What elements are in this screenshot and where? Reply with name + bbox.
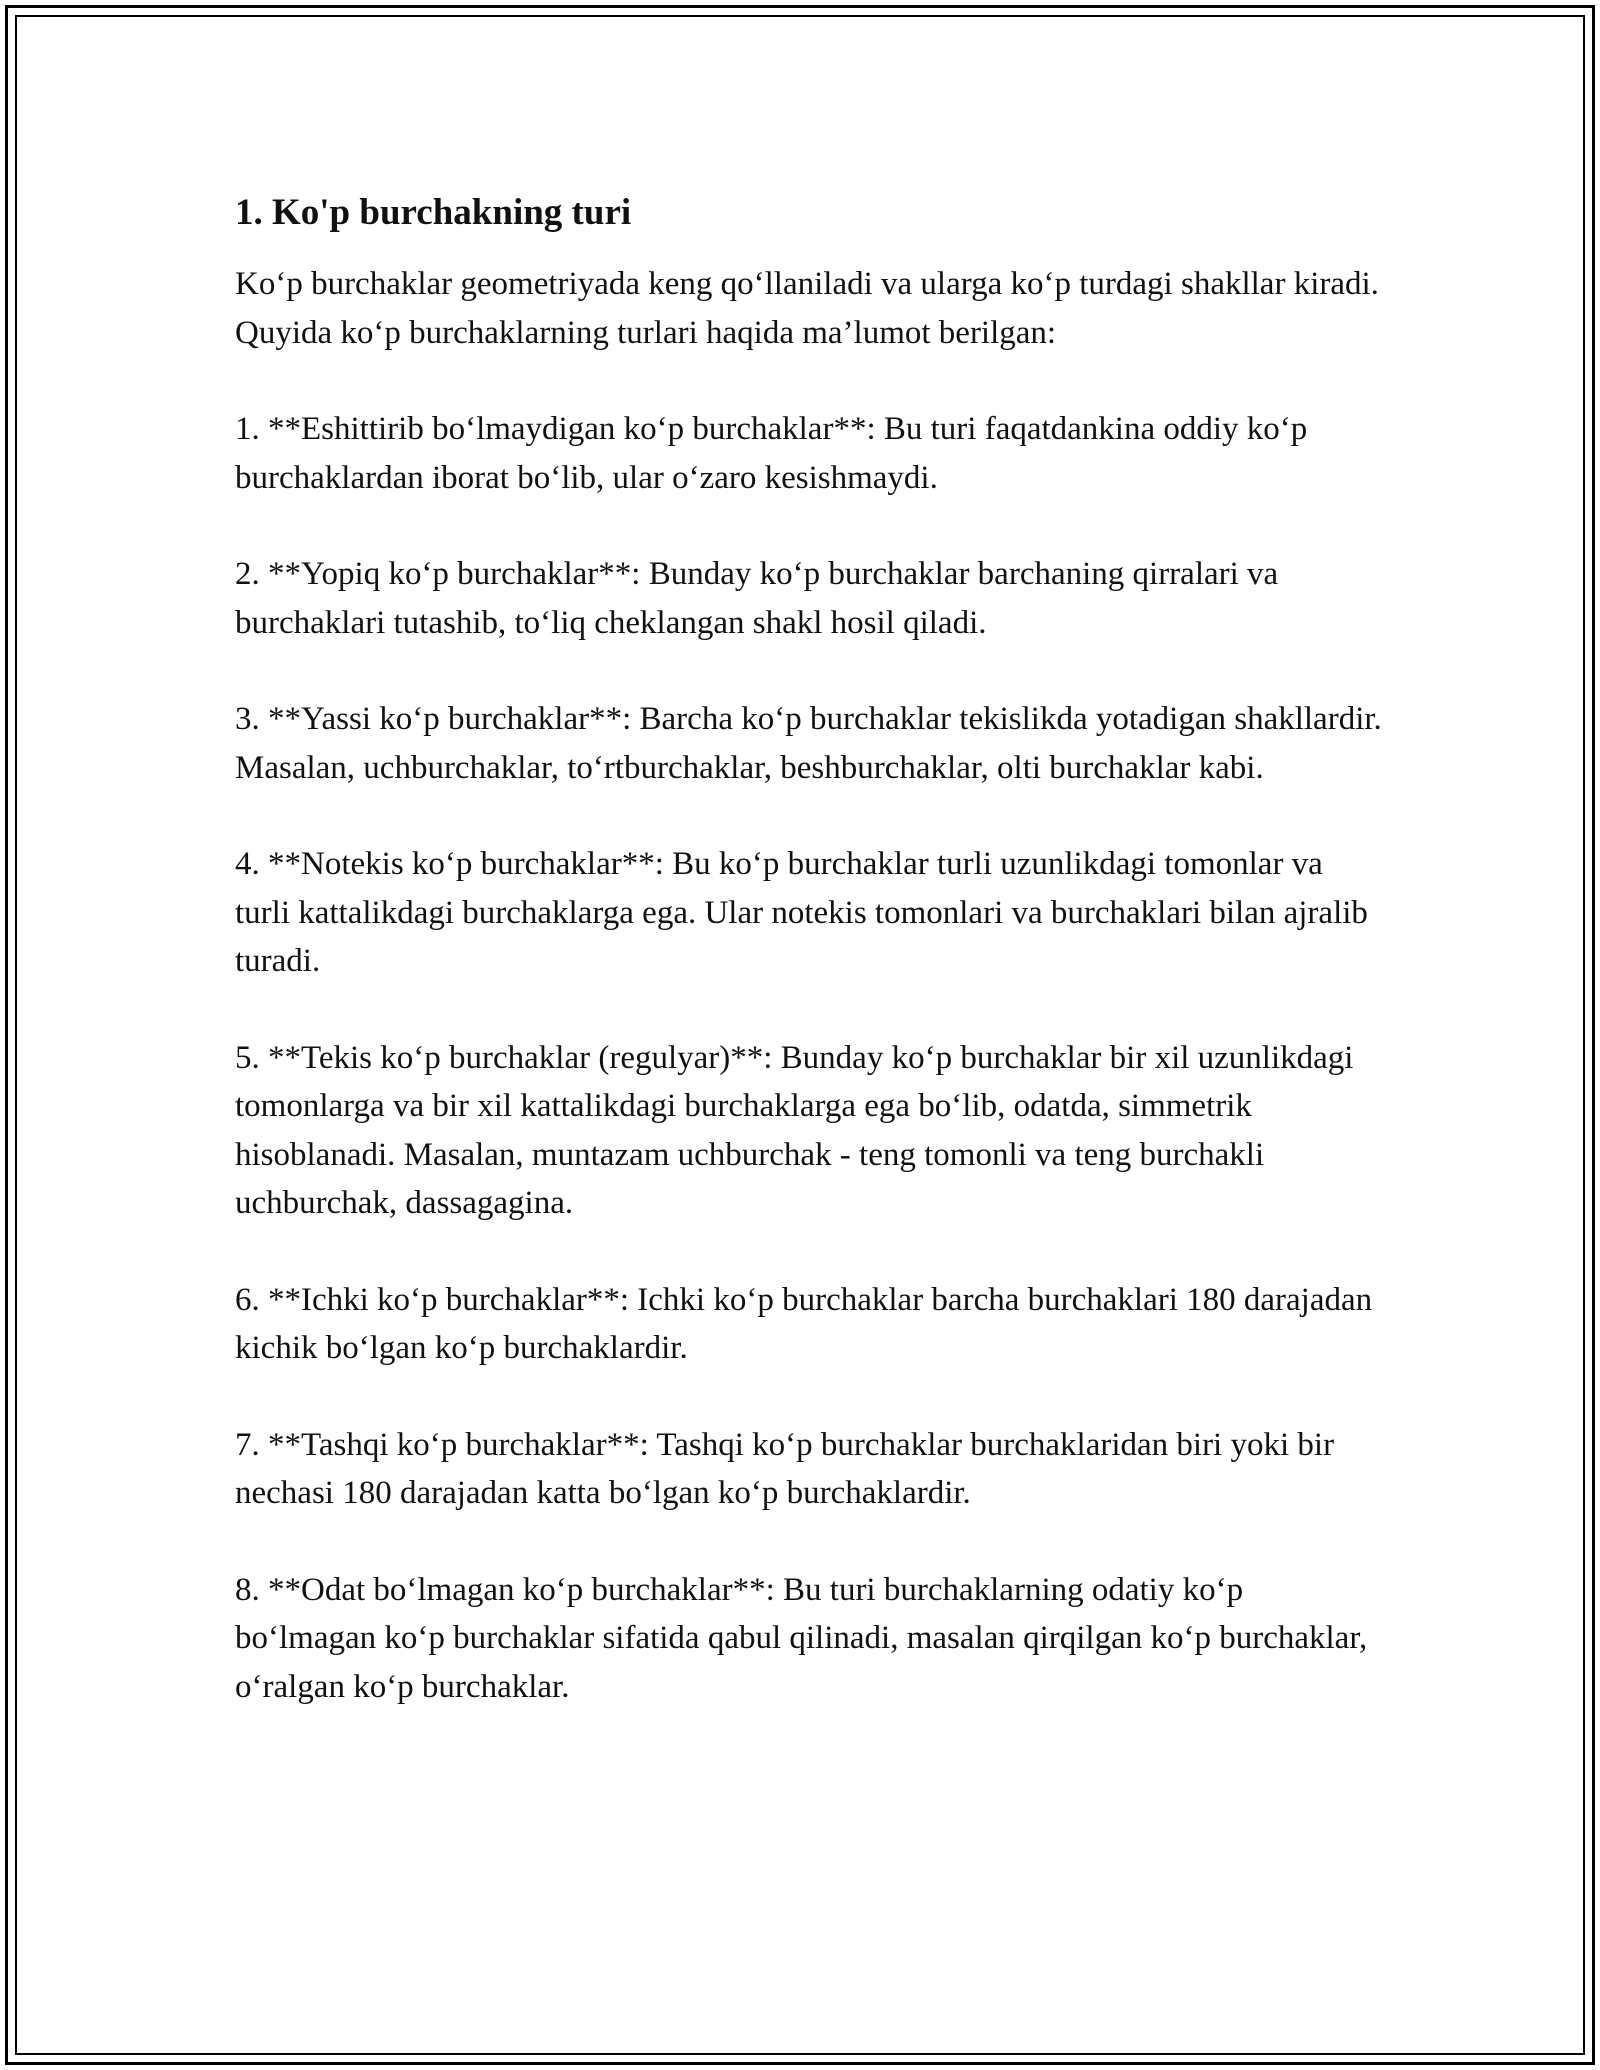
list-item: 3. **Yassi ko‘p burchaklar**: Barcha ko‘p burchaklar tekislikda yotadigan shakllardir. Masalan, uchburchaklar, to‘rtburchaklar, beshburchaklar, olti burchaklar kabi. — [235, 701, 1382, 786]
list-item: 7. **Tashqi ko‘p burchaklar**: Tashqi ko‘p burchaklar burchaklaridan biri yoki bir nechasi 180 darajadan katta bo‘lgan ko‘p burchaklardir. — [235, 1426, 1335, 1511]
document-body — [235, 188, 1385, 1759]
intro-paragraph: Ko‘p burchaklar geometriyada keng qo‘llaniladi va ularga ko‘p turdagi shakllar kiradi. Quyida ko‘p burchaklarning turlari haqida ma’lumot berilgan: — [235, 266, 1379, 351]
list-item: 2. **Yopiq ko‘p burchaklar**: Bunday ko‘p burchaklar barchaning qirralari va burchaklari tutashib, to‘liq cheklangan shakl hosil qiladi. — [235, 556, 1279, 641]
document-title: 1. Ko'p burchakning turi — [235, 192, 632, 233]
list-item: 4. **Notekis ko‘p burchaklar**: Bu ko‘p burchaklar turli uzunlikdagi tomonlar va turli kattalikdagi burchaklarga ega. Ular notekis tomonlari va burchaklari bilan ajralib turadi. — [235, 846, 1368, 979]
list-item: 5. **Tekis ko‘p burchaklar (regulyar)**: Bunday ko‘p burchaklar bir xil uzunlikdagi tomonlarga va bir xil kattalikdagi burchaklarga ega bo‘lib, odatda, simmetrik hisoblanadi. Masalan, muntazam uchburchak - teng tomonli va teng burchakli uchburchak, dassagagina. — [235, 1039, 1354, 1221]
list-item: 8. **Odat bo‘lmagan ko‘p burchaklar**: Bu turi burchaklarning odatiy ko‘p bo‘lmagan ko‘p burchaklar sifatida qabul qilinadi, masalan qirqilgan ko‘p burchaklar, o‘ralgan ko‘p burchaklar. — [235, 1571, 1368, 1705]
list-item: 6. **Ichki ko‘p burchaklar**: Ichki ko‘p burchaklar barcha burchaklari 180 darajadan kichik bo‘lgan ko‘p burchaklardir. — [235, 1281, 1373, 1366]
list-item: 1. **Eshittirib bo‘lmaydigan ko‘p burchaklar**: Bu turi faqatdankina oddiy ko‘p burchaklardan iborat bo‘lib, ular o‘zaro kesishmaydi. — [235, 411, 1308, 496]
